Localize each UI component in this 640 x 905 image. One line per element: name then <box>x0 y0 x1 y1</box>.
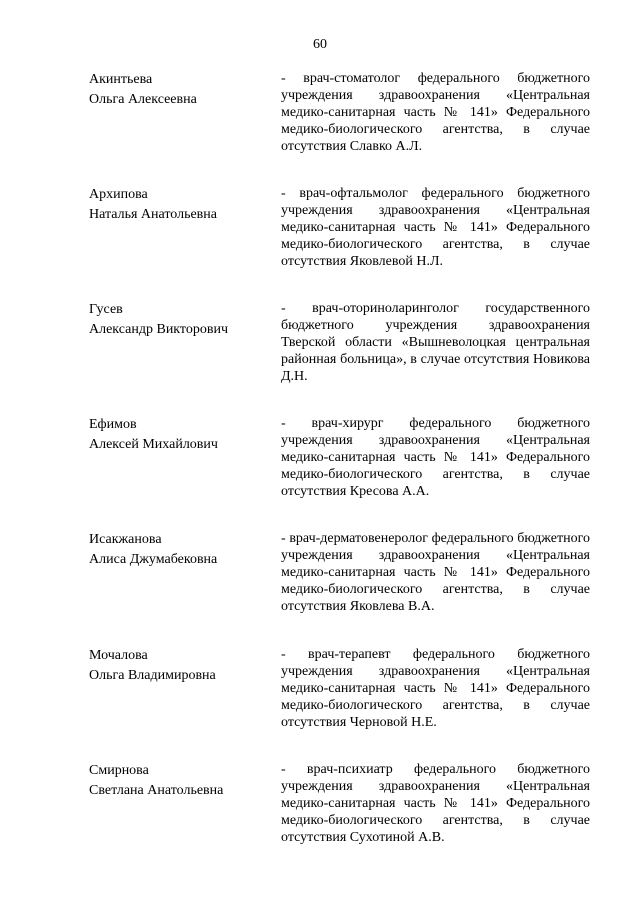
person-name <box>89 185 281 225</box>
position-description: - врач-терапевт федерального бюджетного учреждения здравоохранения «Центральная медико-санитарная часть № 141» Федерального медико-биологического агентства, в случае отсутствия Черновой Н.Е. <box>281 647 590 730</box>
appointment-list <box>89 70 590 876</box>
given-names: Ольга Владимировна <box>89 668 216 683</box>
position-description: - врач-стоматолог федерального бюджетного учреждения здравоохранения «Центральная медико-санитарная часть № 141» Федерального медико-биологического агентства, в случае отсутствия Славко А.Л. <box>281 71 590 154</box>
surname: Акинтьева <box>89 72 153 87</box>
page-number: 60 <box>313 37 327 52</box>
person-name <box>89 530 281 570</box>
surname: Мочалова <box>89 648 148 663</box>
list-item <box>89 415 590 500</box>
list-item <box>89 70 590 155</box>
person-name <box>89 415 281 455</box>
person-name <box>89 646 281 686</box>
given-names: Светлана Анатольевна <box>89 783 224 798</box>
surname: Ефимов <box>89 417 137 432</box>
person-name <box>89 70 281 110</box>
surname: Гусев <box>89 302 123 317</box>
given-names: Александр Викторович <box>89 322 229 337</box>
list-item <box>89 530 590 615</box>
surname: Архипова <box>89 187 148 202</box>
position-description: - врач-офтальмолог федерального бюджетного учреждения здравоохранения «Центральная медико-санитарная часть № 141» Федерального медико-биологического агентства, в случае отсутствия Яковлевой Н.Л. <box>281 186 590 269</box>
position-description: - врач-психиатр федерального бюджетного учреждения здравоохранения «Центральная медико-санитарная часть № 141» Федерального медико-биологического агентства, в случае отсутствия Сухотиной А.В. <box>281 762 590 845</box>
position-description: - врач-оториноларинголог государственного бюджетного учреждения здравоохранения Тверской области «Вышневолоцкая центральная районная больница», в случае отсутствия Новикова Д.Н. <box>281 301 590 384</box>
surname: Смирнова <box>89 763 149 778</box>
list-item <box>89 185 590 270</box>
given-names: Ольга Алексеевна <box>89 92 197 107</box>
list-item <box>89 761 590 846</box>
surname: Исакжанова <box>89 532 162 547</box>
list-item <box>89 300 590 385</box>
given-names: Наталья Анатольевна <box>89 207 218 222</box>
given-names: Алексей Михайлович <box>89 437 218 452</box>
list-item <box>89 646 590 731</box>
person-name <box>89 761 281 801</box>
person-name <box>89 300 281 340</box>
position-description: - врач-дерматовенеролог федерального бюджетного учреждения здравоохранения «Центральная медико-санитарная часть № 141» Федерального медико-биологического агентства, в случае отсутствия Яковлева В.А. <box>281 531 590 614</box>
position-description: - врач-хирург федерального бюджетного учреждения здравоохранения «Центральная медико-санитарная часть № 141» Федерального медико-биологического агентства, в случае отсутствия Кресова А.А. <box>281 416 590 499</box>
given-names: Алиса Джумабековна <box>89 552 218 567</box>
